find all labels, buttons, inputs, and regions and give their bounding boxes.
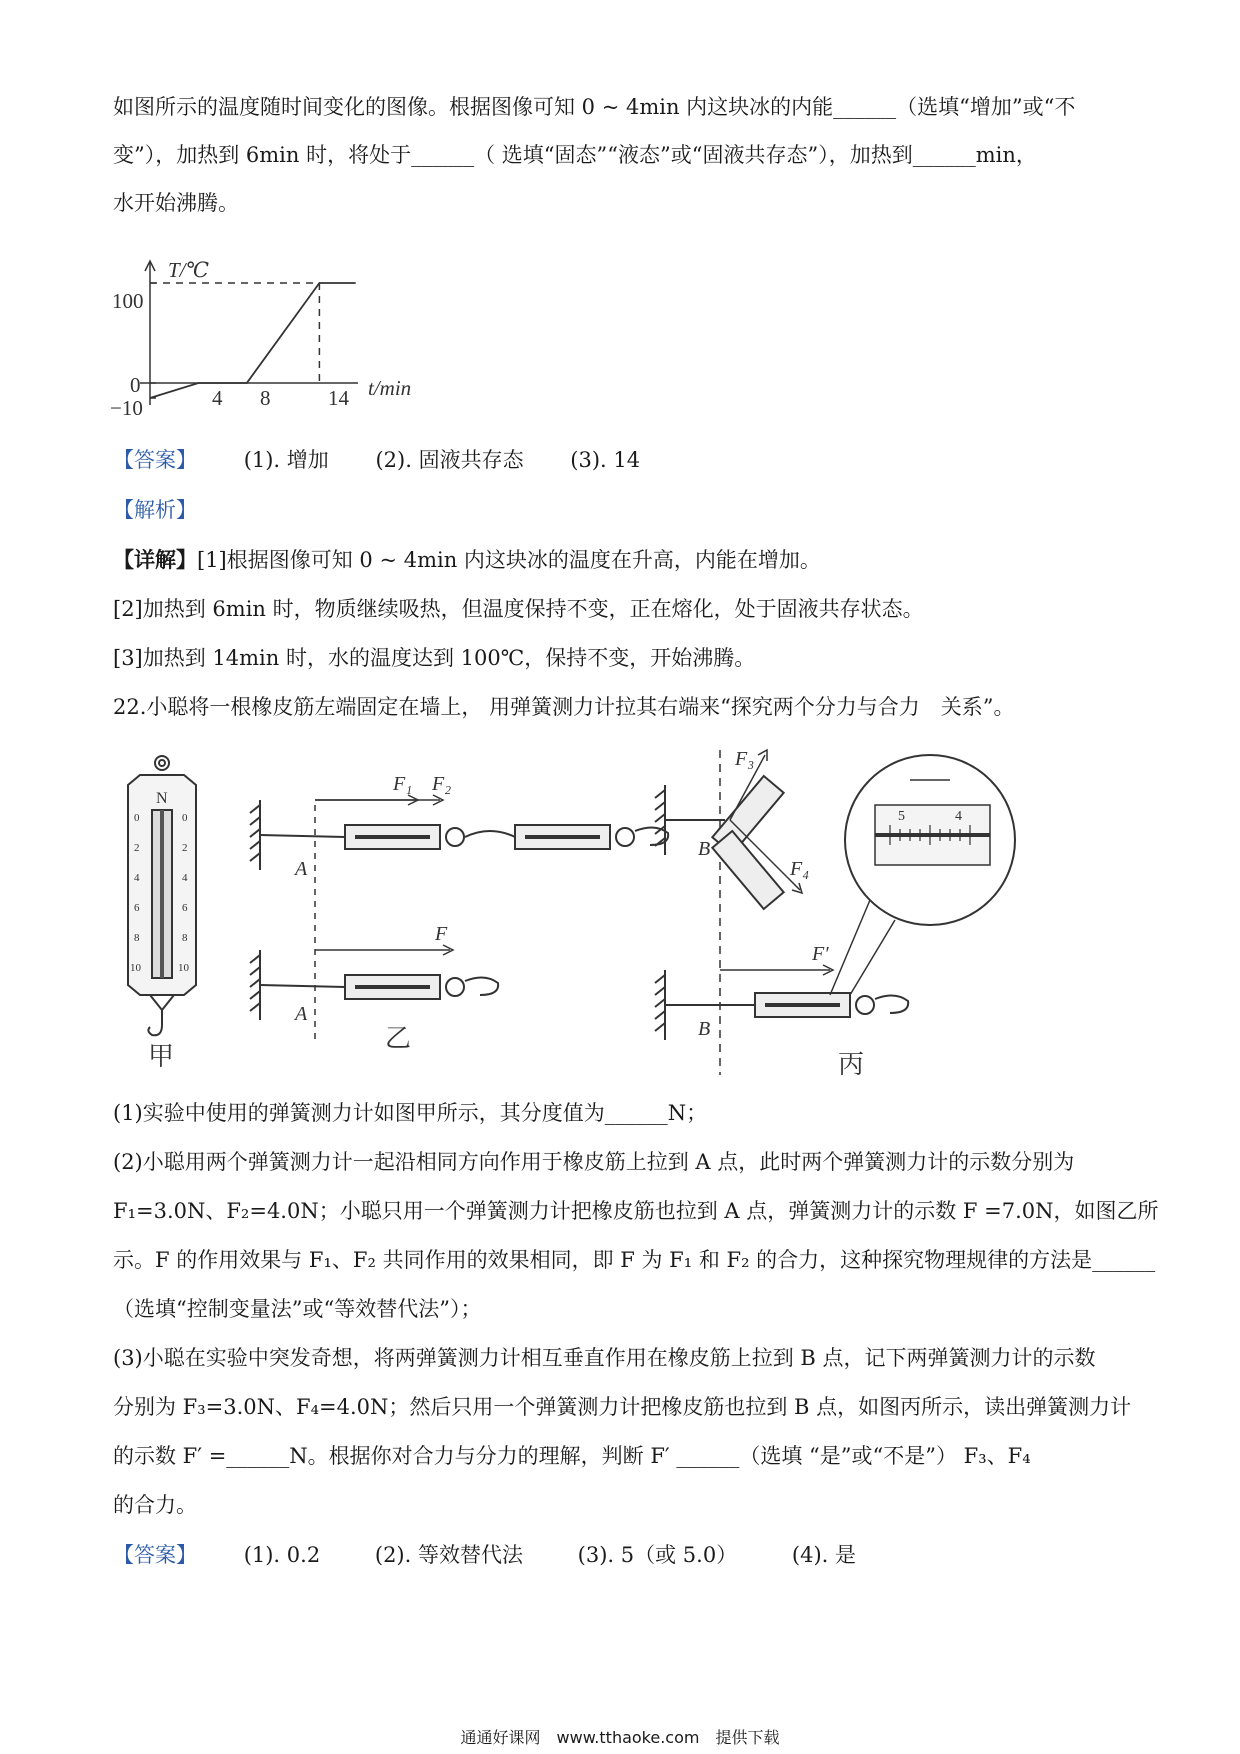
label-jia: 甲 [148, 1042, 175, 1071]
answer-item: (1). 增加 [243, 448, 329, 472]
answer-tag: 【答案】 [113, 1543, 197, 1567]
graph-ytick-100: 100 [112, 289, 144, 313]
magnifier-left-number: 5 [898, 809, 905, 824]
scale-unit: N [156, 790, 168, 807]
answer-item: (3). 5（或 5.0） [577, 1543, 738, 1567]
q22-part1: (1)实验中使用的弹簧测力计如图甲所示，其分度值为______N； [113, 1101, 708, 1125]
graph-ylabel: T/℃ [168, 258, 210, 282]
question-line-3: 水开始沸腾。 [113, 191, 239, 215]
answer-item: (2). 等效替代法 [374, 1543, 523, 1567]
scale-left-tick: 10 [130, 962, 141, 974]
scale-right-tick: 0 [182, 812, 188, 824]
experiment-figure [110, 745, 1130, 1085]
scale-left-tick: 4 [134, 872, 140, 884]
answer-row-2 [113, 1540, 856, 1570]
analysis-line-1 [113, 545, 821, 575]
q22-part2-line1: (2)小聪用两个弹簧测力计一起沿相同方向作用于橡皮筋上拉到 A 点，此时两个弹簧测力计的示数分别为 [113, 1150, 1075, 1174]
label-yi: 乙 [385, 1024, 412, 1053]
label-f1: F₁ [393, 773, 413, 795]
graph-xtick-4: 4 [212, 386, 223, 410]
analysis-line-3: [3]加热到 14min 时，水的温度达到 100℃，保持不变，开始沸腾。 [113, 646, 756, 670]
q22-part3-line3: 的示数 F′ =______N。根据你对合力与分力的理解，判断 F′ ______（选填 “是”或“不是”） F₃、F₄ [113, 1444, 1031, 1468]
analysis-line-2: [2]加热到 6min 时，物质继续吸热，但温度保持不变，正在熔化，处于固液共存状态。 [113, 597, 924, 621]
wall-bing-top [655, 785, 725, 855]
answer-row-1 [113, 445, 640, 475]
q22-part2-line3: 示。F 的作用效果与 F₁、F₂ 共同作用的效果相同，即 F 为 F₁ 和 F₂ 的合力，这种探究物理规律的方法是______ [113, 1248, 1156, 1272]
analysis-tag: 【解析】 [113, 498, 197, 522]
graph-xtick-14: 14 [328, 386, 349, 410]
q22-part2-line4: （选填“控制变量法”或“等效替代法”）； [113, 1297, 482, 1321]
question-line-1: 如图所示的温度随时间变化的图像。根据图像可知 0 ~ 4min 内这块冰的内能______（选填“增加”或“不 [113, 95, 1076, 119]
graph-ytick-neg10: −10 [110, 396, 143, 420]
page-footer: 通通好课网 www.tthaoke.com 提供下载 [460, 1728, 780, 1747]
answer-item: (3). 14 [570, 448, 641, 472]
scale-left-tick: 0 [134, 812, 140, 824]
label-f3: F₃ [735, 748, 755, 770]
label-f4: F₄ [790, 858, 810, 880]
answer-item: (1). 0.2 [243, 1543, 321, 1567]
question-line-2: 变”），加热到 6min 时，将处于______（ 选填“固态”“液态”或“固液共存态”），加热到______min， [113, 143, 1037, 167]
scale-left-tick: 8 [134, 932, 140, 944]
label-point-b-bottom: B [698, 1018, 711, 1040]
q22-part2-line2: F₁=3.0N、F₂=4.0N；小聪只用一个弹簧测力计把橡皮筋也拉到 A 点，弹簧测力计的示数 F =7.0N，如图乙所 [113, 1199, 1159, 1223]
temperature-time-graph [110, 255, 440, 430]
label-f: F [435, 923, 448, 945]
scale-left-tick: 6 [134, 902, 140, 914]
answer-item: (2). 固液共存态 [375, 448, 524, 472]
label-point-a-top: A [295, 858, 308, 880]
label-point-b-top: B [698, 838, 711, 860]
graph-xlabel: t/min [368, 376, 412, 400]
detail-tag: 【详解】 [113, 547, 197, 572]
graph-xtick-8: 8 [260, 386, 271, 410]
answer-tag: 【答案】 [113, 448, 197, 472]
magnifier-right-number: 4 [955, 809, 962, 824]
scale-right-tick: 8 [182, 932, 188, 944]
answer-item: (4). 是 [791, 1543, 856, 1567]
graph-ytick-0: 0 [130, 373, 141, 397]
q22-part3-line2: 分别为 F₃=3.0N、F₄=4.0N；然后只用一个弹簧测力计把橡皮筋也拉到 B 点，如图丙所示，读出弹簧测力计 [113, 1395, 1132, 1419]
label-bing: 丙 [838, 1050, 865, 1079]
q22-part3-line1: (3)小聪在实验中突发奇想，将两弹簧测力计相互垂直作用在橡皮筋上拉到 B 点，记下两弹簧测力计的示数 [113, 1346, 1096, 1370]
q22-intro: 22.小聪将一根橡皮筋左端固定在墙上， 用弹簧测力计拉其右端来“探究两个分力与合力 关系”。 [113, 695, 1015, 719]
scale-right-tick: 2 [182, 842, 188, 854]
label-f-prime: F′ [812, 943, 829, 965]
scale-right-tick: 6 [182, 902, 188, 914]
label-point-a-bottom: A [295, 1003, 308, 1025]
q22-part3-line4: 的合力。 [113, 1493, 197, 1517]
scale-right-tick: 10 [178, 962, 189, 974]
scale-left-tick: 2 [134, 842, 140, 854]
graph-temperature-line [150, 283, 356, 398]
scale-right-tick: 4 [182, 872, 188, 884]
analysis-text: [1]根据图像可知 0 ~ 4min 内这块冰的温度在升高，内能在增加。 [197, 548, 821, 572]
label-f2: F₂ [432, 773, 452, 795]
